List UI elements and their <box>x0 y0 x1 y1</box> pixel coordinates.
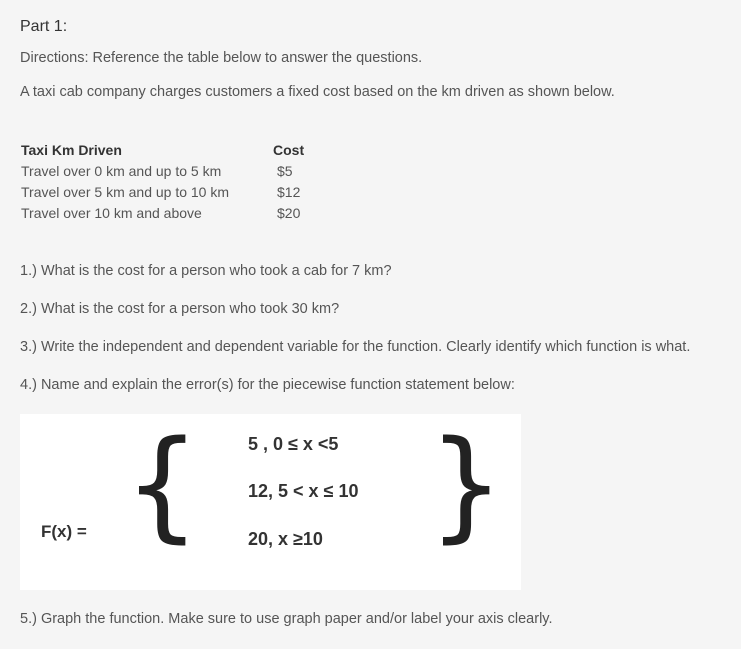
function-case: 5 , 0 ≤ x <5 <box>248 434 339 454</box>
table-row-km: Travel over 0 km and up to 5 km <box>21 163 222 179</box>
table-row-cost: $20 <box>277 205 301 221</box>
intro-text: A taxi cab company charges customers a fixed cost based on the km driven as shown below. <box>20 84 615 100</box>
piecewise-function-box <box>20 414 521 590</box>
directions-text: Directions: Reference the table below to answer the questions. <box>20 50 423 66</box>
question-1: 1.) What is the cost for a person who took a cab for 7 km? <box>20 263 392 279</box>
function-case: 20, x ≥10 <box>248 529 323 549</box>
table-row-cost: $5 <box>277 163 293 179</box>
open-brace: { <box>124 416 201 555</box>
function-case: 12, 5 < x ≤ 10 <box>248 481 359 501</box>
question-3: 3.) Write the independent and dependent variable for the function. Clearly identify which function is what. <box>20 339 691 355</box>
question-2: 2.) What is the cost for a person who took 30 km? <box>20 301 340 317</box>
function-label: F(x) = <box>41 522 87 541</box>
table-row-km: Travel over 10 km and above <box>21 205 202 221</box>
question-4: 4.) Name and explain the error(s) for the piecewise function statement below: <box>20 377 515 393</box>
question-5: 5.) Graph the function. Make sure to use graph paper and/or label your axis clearly. <box>20 611 553 627</box>
close-brace: } <box>428 416 505 555</box>
table-header-cost: Cost <box>273 142 305 158</box>
table-header-km: Taxi Km Driven <box>21 142 122 158</box>
table-row-cost: $12 <box>277 184 301 200</box>
part-heading: Part 1: <box>20 18 68 35</box>
table-row-km: Travel over 5 km and up to 10 km <box>21 184 230 200</box>
